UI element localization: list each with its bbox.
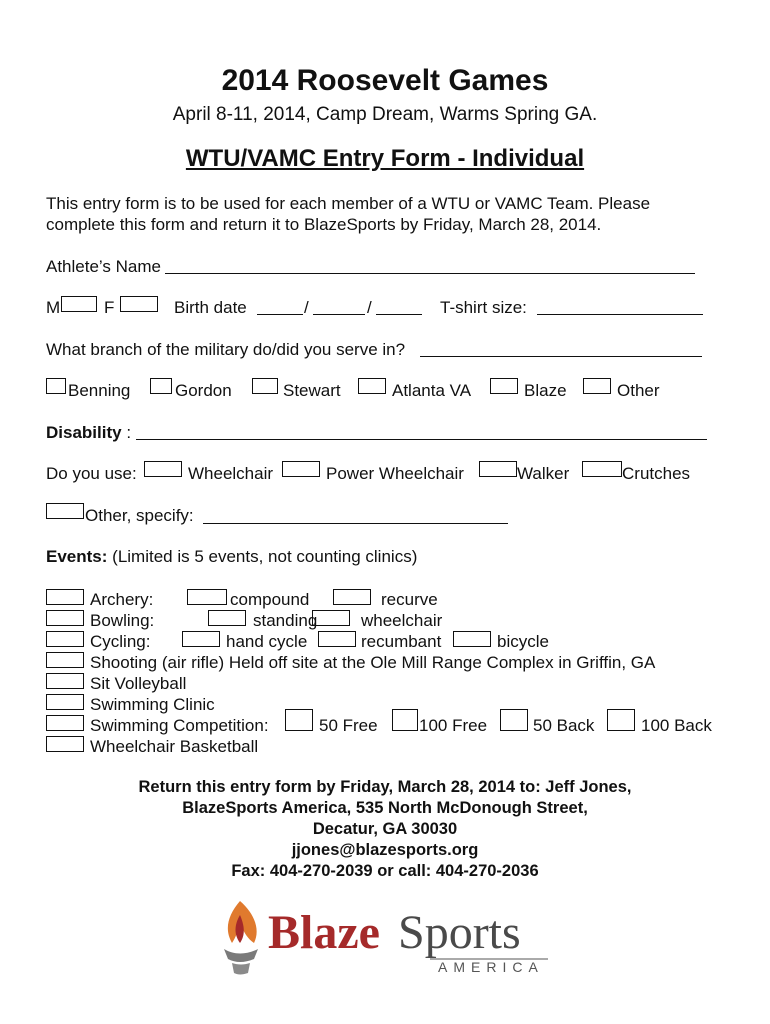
cycling-label: Cycling: [90,632,151,651]
athlete-name-label: Athlete’s Name [46,257,161,276]
other-equipment-checkbox[interactable] [46,503,84,519]
recumbant-checkbox[interactable] [318,631,356,647]
shooting-label: Shooting (air rifle) Held off site at the Ole Mill Range Complex in Griffin, GA [90,653,656,672]
tshirt-label: T-shirt size: [440,298,527,317]
hand-cycle-label: hand cycle [226,632,308,651]
compound-label: compound [230,590,310,609]
swimming-competition-checkbox[interactable] [46,715,84,731]
archery-label: Archery: [90,590,154,609]
stewart-checkbox[interactable] [252,378,278,394]
archery-checkbox[interactable] [46,589,84,605]
return-fax-phone: Fax: 404-270-2039 or call: 404-270-2036 [231,862,539,880]
birth-month-field[interactable] [257,314,303,315]
hand-cycle-checkbox[interactable] [182,631,220,647]
stewart-label: Stewart [283,381,341,400]
wheelchair-label: Wheelchair [188,464,274,483]
benning-checkbox[interactable] [46,378,66,394]
athlete-name-field[interactable] [165,273,695,274]
event-subtitle: April 8-11, 2014, Camp Dream, Warms Spring GA. [172,104,598,125]
gordon-label: Gordon [175,381,232,400]
birth-date-label: Birth date [174,298,247,317]
swimming-clinic-label: Swimming Clinic [90,695,215,714]
50-back-label: 50 Back [533,716,595,735]
logo-word-blaze: Blaze [268,906,380,959]
power-wheelchair-label: Power Wheelchair [326,464,464,483]
bowling-label: Bowling: [90,611,155,630]
wheelchair-checkbox[interactable] [144,461,182,477]
other-label: Other [617,381,660,400]
100-back-label: 100 Back [641,716,712,735]
swimming-clinic-checkbox[interactable] [46,694,84,710]
bowling-checkbox[interactable] [46,610,84,626]
100-free-label: 100 Free [419,716,488,735]
military-branch-field[interactable] [420,356,702,357]
tshirt-size-field[interactable] [537,314,703,315]
50-free-label: 50 Free [319,716,378,735]
equipment-question: Do you use: [46,464,137,483]
intro-line-1: This entry form is to be used for each member of a WTU or VAMC Team. Please [46,194,651,213]
sit-volleyball-checkbox[interactable] [46,673,84,689]
walker-label: Walker [517,464,570,483]
atlanta-va-checkbox[interactable] [358,378,386,394]
compound-checkbox[interactable] [187,589,227,605]
disability-label: Disability : [46,423,132,442]
crutches-label: Crutches [622,464,691,483]
birth-year-field[interactable] [376,314,422,315]
f-label: F [104,298,115,317]
logo-word-sports: Sports [398,906,521,959]
blaze-label: Blaze [524,381,567,400]
page-title: 2014 Roosevelt Games [221,64,549,97]
blazesports-logo [218,893,558,983]
wheelchair-bowling-checkbox[interactable] [312,610,350,626]
disability-field[interactable] [136,439,707,440]
bicycle-checkbox[interactable] [453,631,491,647]
sit-volleyball-label: Sit Volleyball [90,674,187,693]
return-line-1: Return this entry form by Friday, March 28, 2014 to: Jeff Jones, [138,778,632,796]
bicycle-label: bicycle [497,632,549,651]
walker-checkbox[interactable] [479,461,517,477]
gordon-checkbox[interactable] [150,378,172,394]
return-line-2: BlazeSports America, 535 North McDonough Street, [182,799,588,817]
crutches-checkbox[interactable] [582,461,622,477]
birth-separator-1: / [304,298,309,317]
50-back-checkbox[interactable] [500,709,528,731]
birth-day-field[interactable] [313,314,365,315]
m-label: M [46,298,61,317]
100-free-checkbox[interactable] [392,709,418,731]
blaze-checkbox[interactable] [490,378,518,394]
atlanta-va-label: Atlanta VA [392,381,472,400]
recumbant-label: recumbant [361,632,442,651]
other-specify-field[interactable] [203,523,508,524]
wheelchair-bowling-label: wheelchair [361,611,443,630]
military-question: What branch of the military do/did you serve in? [46,340,406,359]
flame-icon [224,901,258,975]
standing-checkbox[interactable] [208,610,246,626]
birth-separator-2: / [367,298,372,317]
return-line-3: Decatur, GA 30030 [312,820,458,838]
other-checkbox[interactable] [583,378,611,394]
events-heading: Events: (Limited is 5 events, not counting clinics) [46,547,418,566]
benning-label: Benning [68,381,131,400]
return-email: jjones@blazesports.org [291,841,479,859]
standing-label: standing [253,611,318,630]
f-checkbox[interactable] [120,296,158,312]
recurve-checkbox[interactable] [333,589,371,605]
swimming-competition-label: Swimming Competition: [90,716,269,735]
m-checkbox[interactable] [61,296,97,312]
cycling-checkbox[interactable] [46,631,84,647]
recurve-label: recurve [381,590,438,609]
power-wheelchair-checkbox[interactable] [282,461,320,477]
logo-word-america: AMERICA [438,959,544,975]
100-back-checkbox[interactable] [607,709,635,731]
intro-line-2: complete this form and return it to BlazeSports by Friday, March 28, 2014. [46,215,602,234]
form-title: WTU/VAMC Entry Form - Individual [185,145,585,172]
50-free-checkbox[interactable] [285,709,313,731]
wheelchair-basketball-checkbox[interactable] [46,736,84,752]
other-specify-label: Other, specify: [85,506,194,525]
shooting-checkbox[interactable] [46,652,84,668]
wheelchair-basketball-label: Wheelchair Basketball [90,737,259,756]
